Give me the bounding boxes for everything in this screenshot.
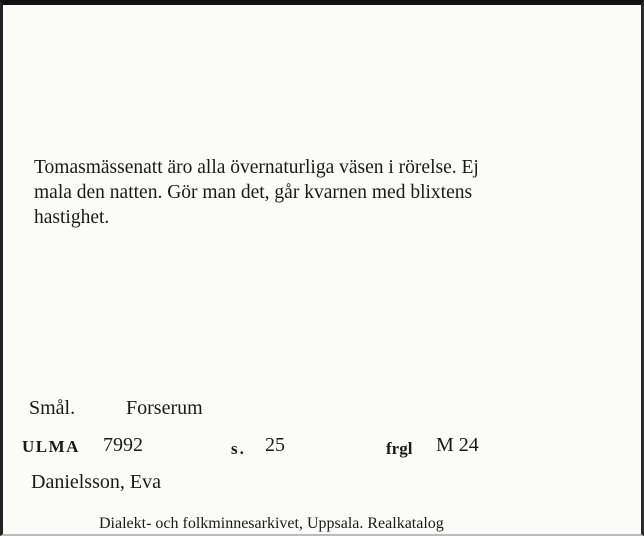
page-label: s. <box>231 439 246 458</box>
frgl-label: frgl <box>386 439 413 458</box>
record-text-line: mala den natten. Gör man det, går kvarnen med blixtens <box>34 182 473 203</box>
place: Forserum <box>126 397 203 419</box>
record-text-line: hastighet. <box>34 207 110 228</box>
archive-footer: Dialekt- och folkminnesarkivet, Uppsala. Realkatalog <box>99 515 444 532</box>
frgl-value: M 24 <box>436 434 479 456</box>
record-text-line: Tomasmässenatt äro alla övernaturliga väsen i rörelse. Ej <box>34 157 479 178</box>
ulma-label: ULMA <box>22 437 80 456</box>
ulma-number: 7992 <box>103 434 143 456</box>
recorder: Danielsson, Eva <box>31 471 161 493</box>
province: Smål. <box>29 397 76 419</box>
record-text <box>34 155 614 230</box>
page-number: 25 <box>265 434 285 456</box>
